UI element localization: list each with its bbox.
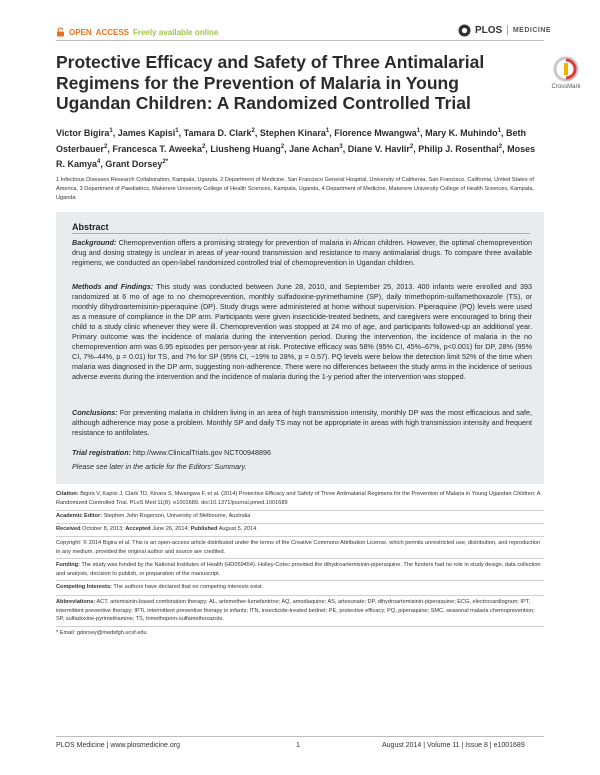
received-label: Received <box>56 526 81 532</box>
editor-label: Academic Editor: <box>56 513 103 519</box>
citation-label: Citation: <box>56 491 79 497</box>
author-name: Mary K. Muhindo <box>425 128 498 138</box>
copyright: Copyright: © 2014 Bigira et al. This is an open-access article distributed under the terms of the Creative Commons Attribution License, which permits unrestricted use, distribution, and reproduction in any medium, provided the original author and source are credited. <box>56 540 541 555</box>
conclusions-text: For preventing malaria in children living in an area of high transmission intensity, monthly DP was the most efficacious and safe, although adherence may pose a problem. Monthly SP and daily TS may not be appropriate in areas with high transmission intensity and frequent resistance to antifolates. <box>72 408 533 437</box>
crossmark-badge[interactable] <box>546 56 586 90</box>
author-affiliation-mark: 2 <box>409 143 414 150</box>
author <box>105 159 168 169</box>
author-name: Jane Achan <box>289 143 340 154</box>
footer-divider <box>56 736 544 737</box>
author-affiliation-mark: 2* <box>162 159 169 165</box>
meta-divider <box>56 558 544 559</box>
access-label: ACCESS <box>95 27 130 37</box>
page-number: 1 <box>296 742 300 749</box>
author <box>289 144 343 154</box>
author-affiliation-mark: 1 <box>416 128 421 134</box>
abstract-background <box>72 238 532 268</box>
crossmark-icon <box>553 56 579 82</box>
corresponding-email[interactable]: * Email: gdorsey@medsfgh.ucsf.edu <box>56 630 147 636</box>
methods-label: Methods and Findings: <box>72 282 154 291</box>
author <box>112 144 205 154</box>
methods-text: This study was conducted between June 28, 2010, and September 25, 2013. 400 infants were enrolled and 393 randomized at 6 mo of age to no chemoprevention, monthly sulfadoxine-pyrimethamine (SP), daily trimethoprim-sulfamethoxazole (TS), or monthly dihydroartemisinin-piperaquine (DP). Study drugs were administered at home without supervision. Piperaquine (PQ) levels were used as a measure of compliance in the DP arm. Participants were given insecticide-treated bednets, and caregivers were encouraged to bring their child to a study clinic whenever they were ill. Chemoprevention was stopped at 24 mo of age, and participants followed-up an additional year. Primary outcome was the incidence of malaria during the intervention period. During the intervention, the incidence of malaria in the no chemoprevention arm was 6.95 episodes per person-year at risk. Protective efficacy was 58% (95% CI, 45%–67%, p<0.001) for DP, 28% (95% CI, 7%–44%, p = 0.01) for TS, and 7% for SP (95% CI, −19% to 28%, p = 0.57). PQ levels were below the detection limit 52% of the time when malaria was diagnosed in the DP arm, suggesting non-adherence. There were no differences between the study arms in the incidence of serious adverse events during the intervention and the incidence of malaria during the 1-y period after the intervention was stopped. <box>72 282 533 381</box>
author-affiliation-mark: 1 <box>497 128 501 134</box>
open-label: OPEN <box>69 27 92 37</box>
author-name: Moses R. Kamya <box>56 143 536 169</box>
author-name: Beth Osterbauer <box>56 128 526 154</box>
trial-label: Trial registration: <box>72 448 131 457</box>
editors-summary-note: Please see later in the article for the Editors' Summary. <box>72 462 247 471</box>
meta-divider <box>56 523 544 524</box>
author <box>334 128 420 138</box>
received-date: October 8, 2013; <box>82 526 124 532</box>
author-list: Victor Bigira$^1$, James Kapisi$^1$, Tamara D. Clark$^2$, Stephen Kinara$^1$, Florence Mwangwa$^1$, Mary K. Muhindo$^1$, Beth Osterbauer$^2$, Francesca T. Aweeka$^2$, Liusheng Huang$^2$, Jane Achan$^3$, Diane V. Havlir$^2$, Philip J. Rosenthal$^2$, Moses R. Kamya$^4$, Grant Dorsey$^{2*}$ <box>56 128 536 169</box>
footer-issue: August 2014 | Volume 11 | Issue 8 | e1001689 <box>382 742 525 749</box>
freely-available-label: Freely available online <box>133 27 219 37</box>
competing-text: The authors have declared that no competing interests exist. <box>113 584 264 590</box>
author-name: Tamara D. Clark <box>183 128 252 138</box>
author-name: Victor Bigira <box>56 128 110 138</box>
author <box>210 144 284 154</box>
journal-logo: PLOS | MEDICINE <box>458 24 551 37</box>
author <box>118 128 179 138</box>
author-name: Francesca T. Aweeka <box>112 143 202 154</box>
abstract-heading: Abstract <box>72 222 109 232</box>
dates <box>56 525 544 534</box>
header-divider <box>56 40 544 41</box>
published-label: Published <box>190 526 218 532</box>
abbreviations <box>56 598 544 624</box>
publisher-name: PLOS <box>475 25 503 36</box>
journal-name: MEDICINE <box>512 27 552 34</box>
author <box>348 144 414 154</box>
academic-editor <box>56 512 544 521</box>
author-affiliation-mark: 2 <box>104 143 108 150</box>
author <box>56 128 113 138</box>
footer-journal: PLOS Medicine | www.plosmedicine.org <box>56 742 180 749</box>
author <box>184 128 255 138</box>
author-affiliation-mark: 2 <box>201 143 206 150</box>
plos-logo-icon <box>458 24 471 37</box>
citation-text: Bigira V, Kapisi J, Clark TD, Kinara S, Mwangwa F, et al. (2014) Protective Efficacy and Safety of Three Antimalarial Regimens for the Prevention of Malaria in Young Ugandan Children: A Randomized Controlled Trial. PLoS Med 11(8): e1001689. doi:10.1371/journal.pmed.1001689 <box>56 491 541 506</box>
accepted-date: June 26, 2014; <box>152 526 190 532</box>
trial-registration <box>72 448 271 457</box>
meta-divider <box>56 626 544 627</box>
background-text: Chemoprevention offers a promising strategy for prevention of malaria in African children. However, the optimal chemoprevention drug and dosing strategy is unclear in areas of year-round transmission and resistance to many antimalarial drugs. To compare three available regimens, we conducted an open-label randomized controlled trial of chemoprevention in Ugandan children. <box>72 238 533 267</box>
trial-link[interactable]: http://www.ClinicalTrials.gov NCT00948896 <box>132 448 271 457</box>
author-affiliation-mark: 1 <box>109 128 113 134</box>
author-affiliation-mark: 1 <box>175 128 179 134</box>
article-title: Protective Efficacy and Safety of Three Antimalarial Regimens for the Prevention of Malaria in Young Ugandan Children: A Randomized Controlled Trial <box>56 52 485 113</box>
author-affiliation-mark: 1 <box>325 128 330 134</box>
competing-interests <box>56 583 544 592</box>
author-name: Diane V. Havlir <box>347 143 410 154</box>
competing-label: Competing Interests: <box>56 584 112 590</box>
author <box>260 128 329 138</box>
author-name: Philip J. Rosenthal <box>418 143 499 154</box>
published-date: August 5, 2014 <box>218 526 257 532</box>
author-affiliation-mark: 2 <box>280 143 285 150</box>
author-affiliation-mark: 2 <box>498 143 503 150</box>
abstract-methods <box>72 282 532 382</box>
abbrev-text: ACT, artemisinin-based combination therapy; AL, artemether-lumefantrine; AQ, amodiaquine; AS, artesunate; DP, dihydroartemisinin-piperaquine; ECG, electrocardiogram; IPT, intermittent preventive therapy; IPTi, intermittent preventive therapy in infants; ITN, insecticide-treated bednet; PE, protective efficacy; PQ, piperaquine; SMC, seasonal malaria chemoprevention; SP, sulfadoxine-pyrimethamine; TS, trimethoprim-sulfamethoxazole. <box>56 599 535 623</box>
abstract-conclusions <box>72 408 532 438</box>
funding <box>56 561 544 578</box>
author-name: Florence Mwangwa <box>334 128 417 138</box>
author-name: Stephen Kinara <box>259 128 326 138</box>
meta-divider <box>56 595 544 596</box>
accepted-label: Accepted <box>125 526 151 532</box>
open-lock-icon <box>56 27 65 37</box>
author-name: Liusheng Huang <box>210 143 281 154</box>
conclusions-label: Conclusions: <box>72 408 118 417</box>
abbrev-label: Abbreviations: <box>56 599 96 605</box>
author-name: James Kapisi <box>117 128 176 138</box>
meta-divider <box>56 510 544 511</box>
author-name: Grant Dorsey <box>105 159 163 169</box>
citation <box>56 490 544 507</box>
meta-divider <box>56 536 544 537</box>
author-affiliation-mark: 2 <box>251 128 255 134</box>
author <box>425 128 501 138</box>
open-access-badge <box>56 27 218 37</box>
author-affiliation-mark: 3 <box>339 143 343 150</box>
funding-text: The study was funded by the National Institutes of Health (HD059454). Holley-Cotec provided the dihydroartemisinin-piperaquine. The funders had no role in study design, data collection and analysis, decision to publish, or preparation of the manuscript. <box>56 562 541 577</box>
funding-label: Funding: <box>56 562 80 568</box>
author <box>418 144 502 154</box>
author-affiliation-mark: 4 <box>97 159 101 165</box>
crossmark-label: CrossMark <box>551 84 581 90</box>
meta-divider <box>56 580 544 581</box>
abstract-divider <box>72 233 530 234</box>
affiliations: 1 Infectious Diseases Research Collaboration, Kampala, Uganda, 2 Department of Medicine, San Francisco General Hospital, University of California, San Francisco, California, United States of America, 3 Department of Paediatrics, Makerere University College of Health Sciences, Kampala, Uganda, 4 Department of Medicine, Makerere University College of Health Sciences, Kampala, Uganda <box>56 177 534 201</box>
background-label: Background: <box>72 238 117 247</box>
editor-text: Stephen John Rogerson, University of Melbourne, Australia <box>103 513 251 519</box>
